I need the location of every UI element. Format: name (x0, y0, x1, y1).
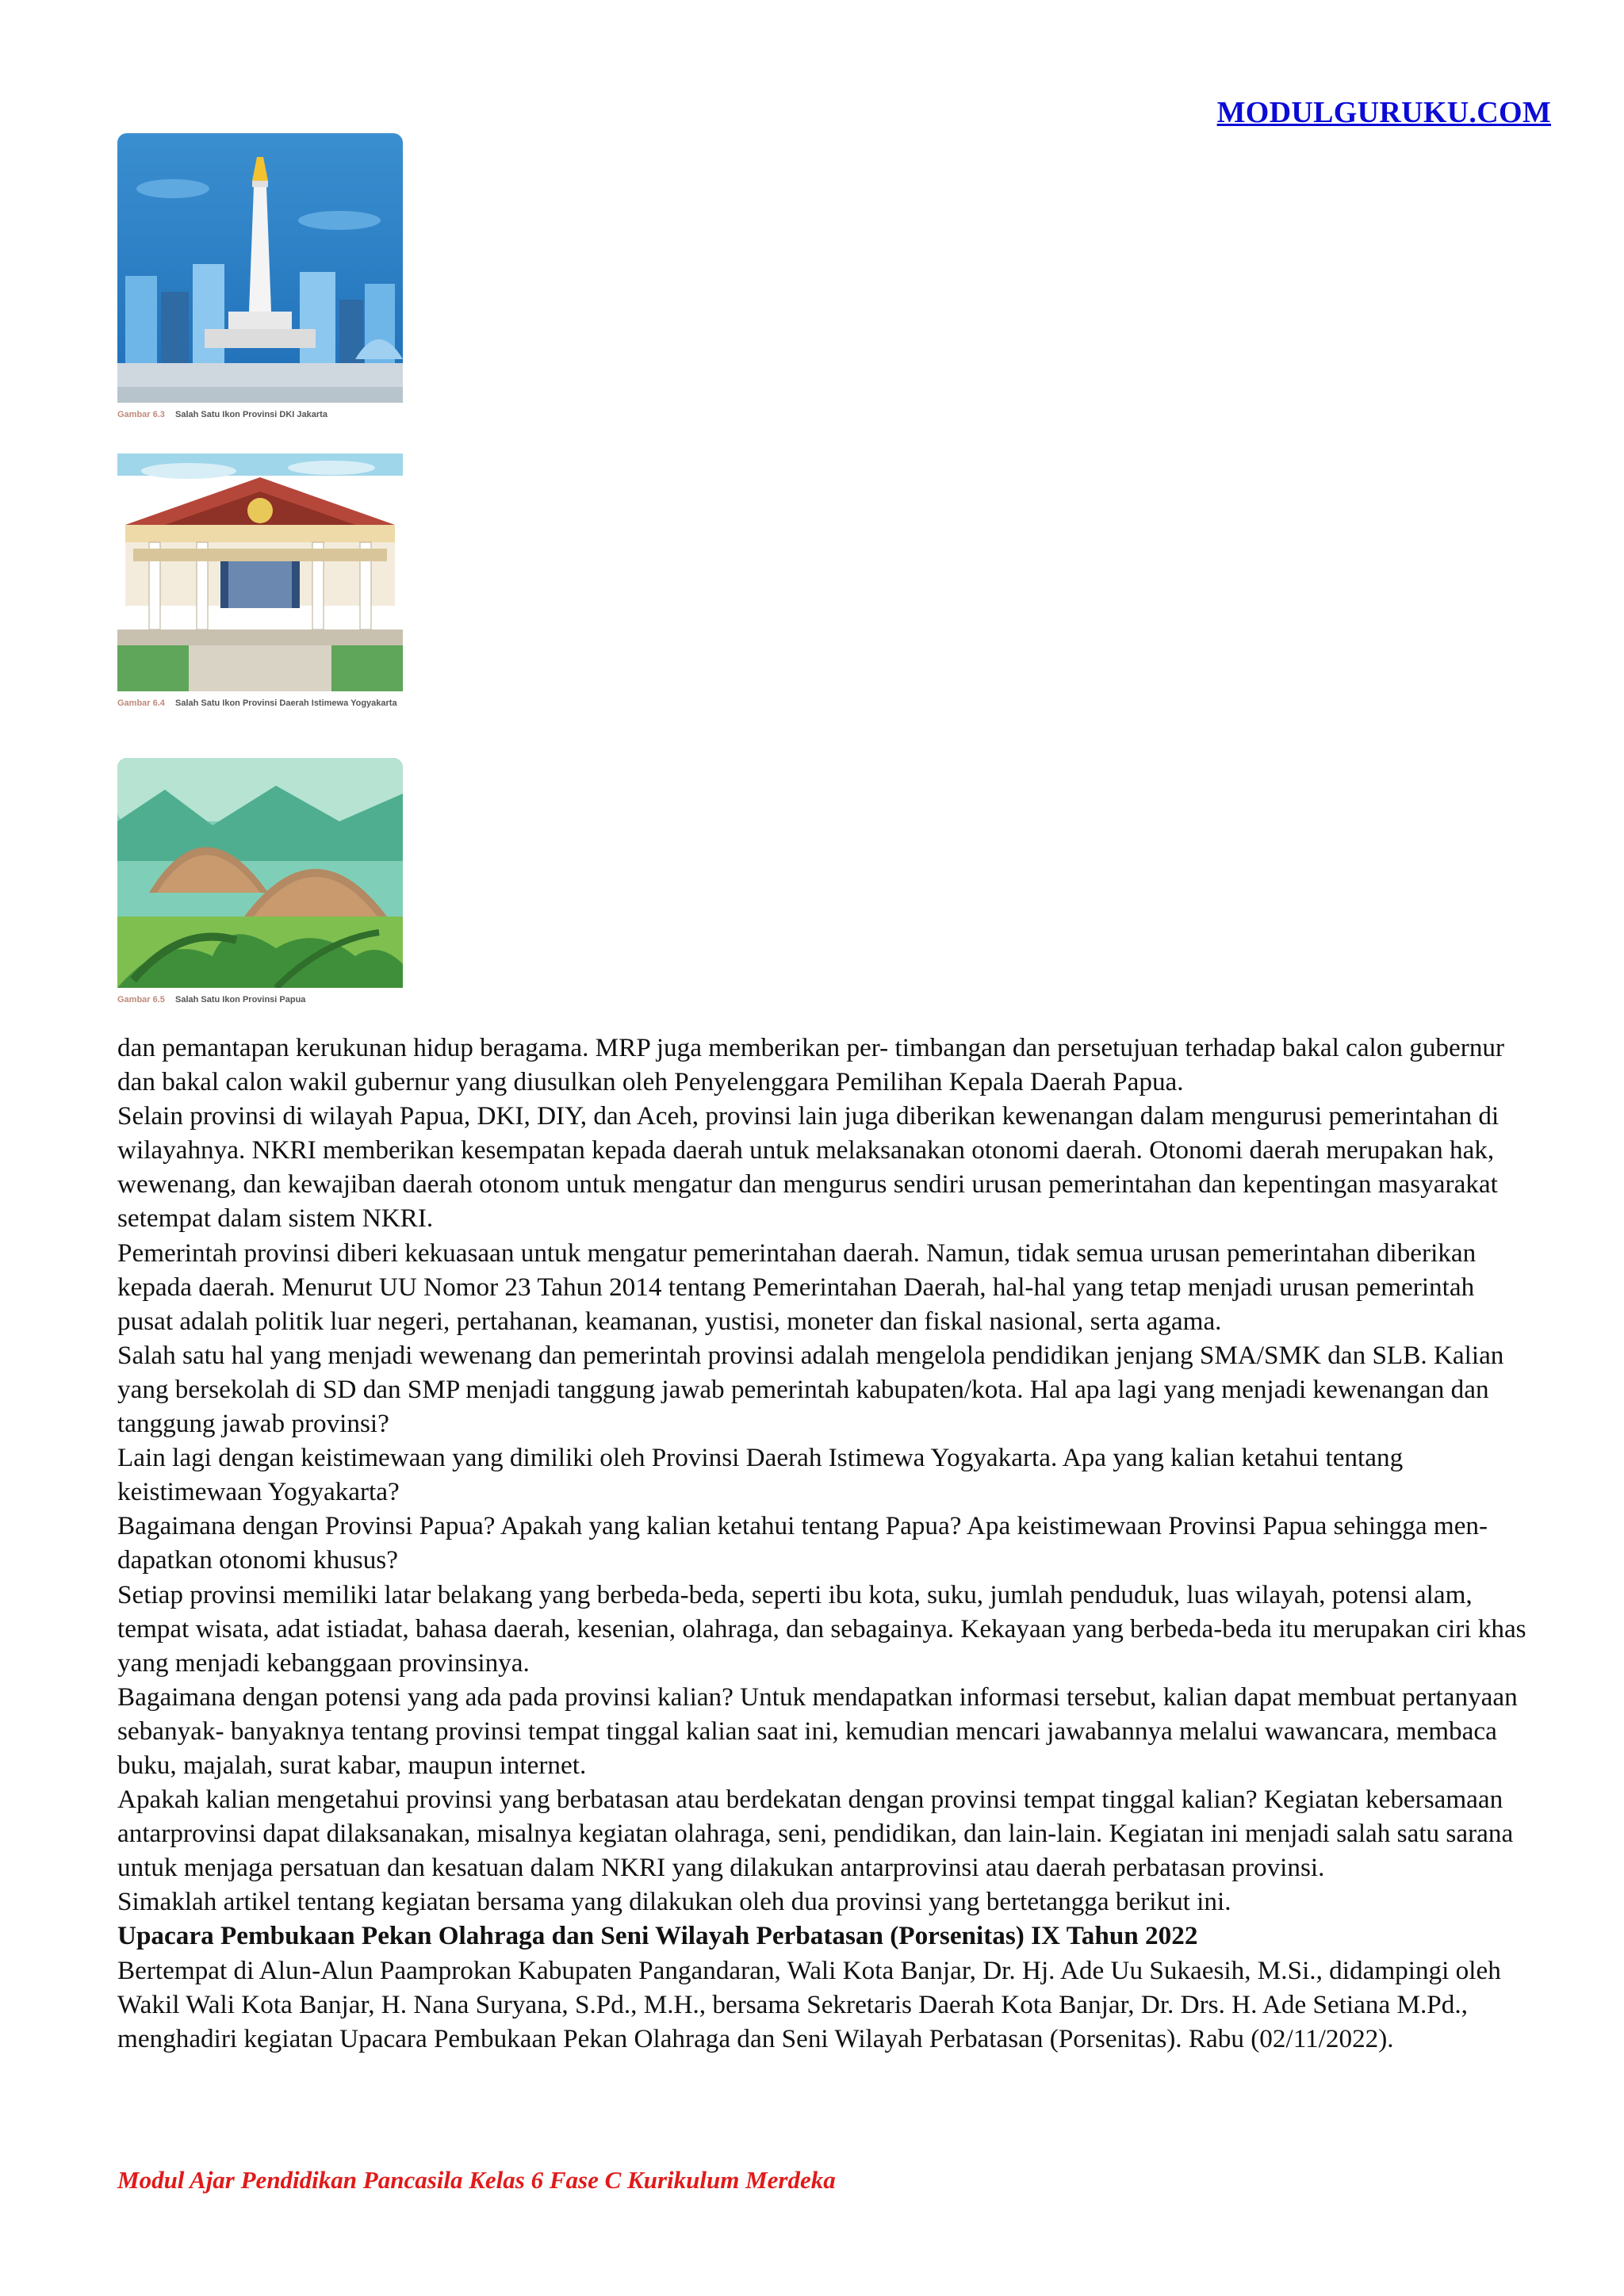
monas-illustration (117, 133, 403, 403)
figure-dki-jakarta (117, 133, 403, 421)
body-text (117, 1031, 1529, 2056)
papua-honai-illustration (117, 758, 403, 988)
paragraph: Lain lagi dengan keistimewaan yang dimiliki oleh Provinsi Daerah Istimewa Yogyakarta. Apa yang kalian ketahui tentang keistimewaan Yogyakarta? (117, 1443, 1404, 1507)
paragraph: Bagaimana dengan Provinsi Papua? Apakah yang kalian ketahui tentang Papua? Apa keistimewaan Provinsi Papua sehingga men-dapatkan otonomi khusus? (117, 1511, 1488, 1575)
figure-caption: Salah Satu Ikon Provinsi DKI Jakarta (174, 410, 327, 419)
paragraph: dan pemantapan kerukunan hidup beragama. MRP juga memberikan per- timbangan dan persetujuan terhadap bakal calon gubernur dan bakal calon wakil gubernur yang diusulkan oleh Penyelenggara Pemilihan Kepala Daerah Papua. (117, 1033, 1505, 1097)
article-paragraph: Bertempat di Alun-Alun Paamprokan Kabupaten Pangandaran, Wali Kota Banjar, Dr. Hj. Ade Uu Sukaesih, M.Si., didampingi oleh Wakil Wali Kota Banjar, H. Nana Suryana, S.Pd., M.H., bersama Sekretaris Daerah Kota Banjar, Dr. Drs. H. Ade Setiana M.Pd., menghadiri kegiatan Upacara Pembukaan Pekan Olahraga dan Seni Wilayah Perbatasan (Porsenitas). Rabu (02/11/2022). (117, 1955, 1501, 2053)
figure-caption-number: Gambar 6.5 (117, 995, 165, 1004)
footer-text: Modul Ajar Pendidikan Pancasila Kelas 6 Fase C Kurikulum Merdeka (117, 2166, 836, 2194)
paragraph: Bagaimana dengan potensi yang ada pada provinsi kalian? Untuk mendapatkan informasi tersebut, kalian dapat membuat pertanyaan sebanyak- banyaknya tentang provinsi tempat tinggal kalian saat ini, kemudian mencari jawabannya melalui wawancara, membaca buku, majalah, surat kabar, maupun internet. (117, 1682, 1518, 1780)
paragraph: Setiap provinsi memiliki latar belakang yang berbeda-beda, seperti ibu kota, suku, jumlah penduduk, luas wilayah, potensi alam, tempat wisata, adat istiadat, bahasa daerah, kesenian, olahraga, dan sebagainya. Kekayaan yang berbeda-beda itu merupakan ciri khas yang menjadi kebanggaan provinsinya. (117, 1579, 1526, 1678)
paragraph: Salah satu hal yang menjadi wewenang dan pemerintah provinsi adalah mengelola pendidikan jenjang SMA/SMK dan SLB. Kalian yang bersekolah di SD dan SMP menjadi tanggung jawab pemerintah kabupaten/kota. Hal apa lagi yang menjadi kewenangan dan tanggung jawab provinsi? (117, 1340, 1504, 1439)
figure-caption: Salah Satu Ikon Provinsi Papua (174, 995, 306, 1004)
paragraph: Pemerintah provinsi diberi kekuasaan untuk mengatur pemerintahan daerah. Namun, tidak semua urusan pemerintahan diberikan kepada daerah. Menurut UU Nomor 23 Tahun 2014 tentang Pemerintahan Daerah, hal-hal yang tetap menjadi urusan pemerintah pusat adalah politik luar negeri, pertahanan, keamanan, yustisi, moneter dan fiskal nasional, serta agama. (117, 1238, 1477, 1336)
site-link[interactable]: MODULGURUKU.COM (1216, 96, 1551, 129)
paragraph: Simaklah artikel tentang kegiatan bersama yang dilakukan oleh dua provinsi yang bertetangga berikut ini. (117, 1887, 1231, 1917)
figure-caption: Salah Satu Ikon Provinsi Daerah Istimewa Yogyakarta (174, 698, 397, 708)
figure-caption-number: Gambar 6.4 (117, 698, 165, 708)
figure-papua (117, 758, 403, 1006)
paragraph: Selain provinsi di wilayah Papua, DKI, DIY, dan Aceh, provinsi lain juga diberikan kewenangan dalam mengurusi pemerintahan di wilayahnya. NKRI memberikan kesempatan kepada daerah untuk melaksanakan otonomi daerah. Otonomi daerah merupakan hak, wewenang, dan kewajiban daerah otonom untuk mengatur dan mengurus sendiri urusan pemerintahan dan kepentingan masyarakat setempat dalam sistem NKRI. (117, 1101, 1500, 1234)
paragraph: Apakah kalian mengetahui provinsi yang berbatasan atau berdekatan dengan provinsi tempat tinggal kalian? Kegiatan kebersamaan antarprovinsi dapat dilaksanakan, misalnya kegiatan olahraga, seni, pendidikan, dan lain-lain. Kegiatan ini menjadi salah satu sarana untuk menjaga persatuan dan kesatuan dalam NKRI yang dilakukan antarprovinsi atau daerah perbatasan provinsi. (117, 1785, 1514, 1883)
figure-caption-number: Gambar 6.3 (117, 410, 165, 419)
figure-di-yogyakarta (117, 453, 403, 710)
yogyakarta-palace-illustration (117, 453, 403, 691)
article-heading: Upacara Pembukaan Pekan Olahraga dan Seni Wilayah Perbatasan (Porsenitas) IX Tahun 2022 (117, 1921, 1198, 1951)
